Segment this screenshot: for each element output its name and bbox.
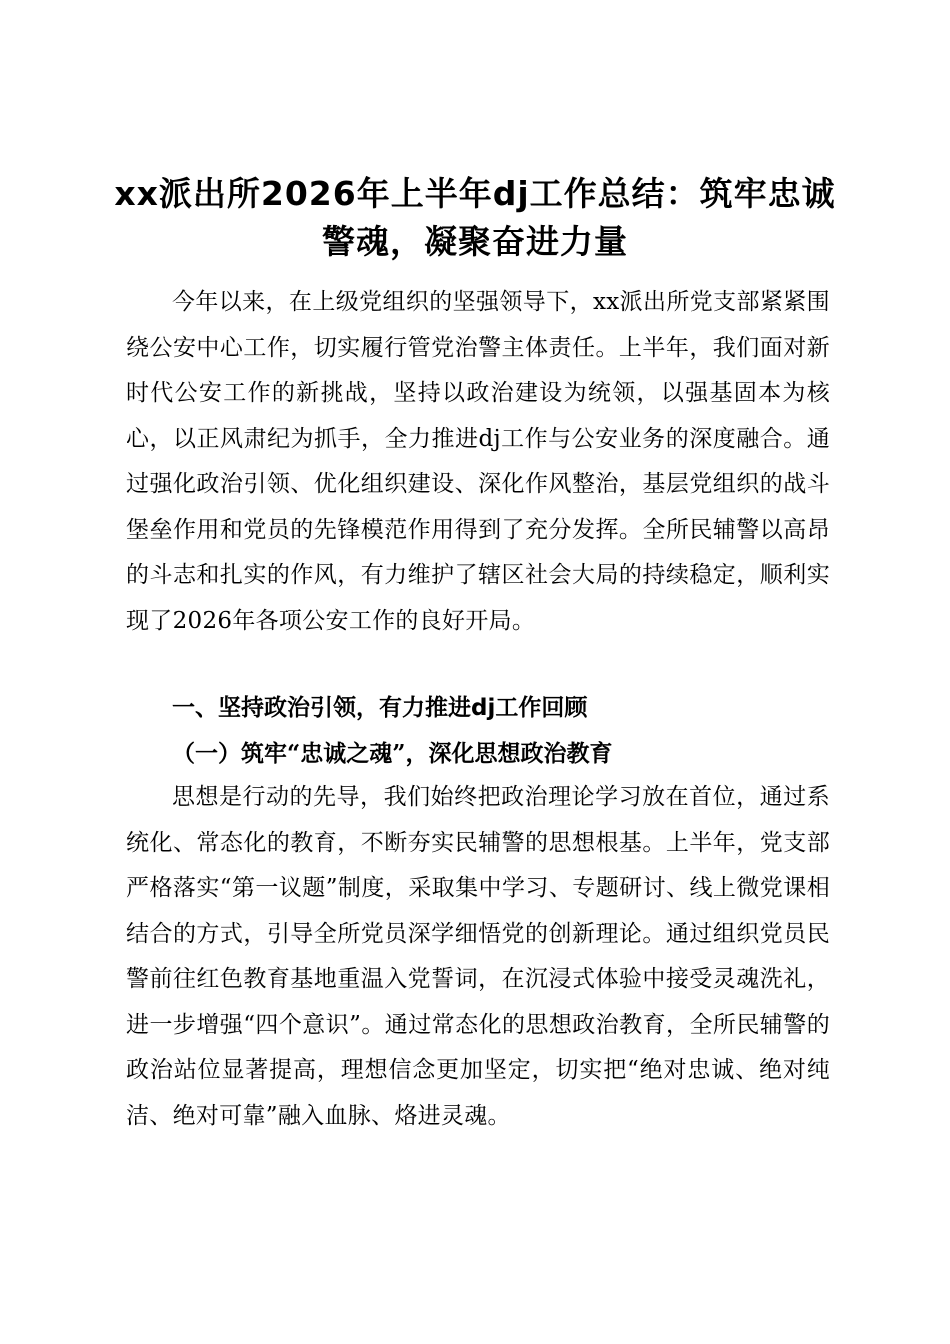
subsection-heading-1: （一）筑牢“忠诚之魂”，深化思想政治教育 <box>172 740 613 767</box>
section-heading-1: 一、坚持政治引领，有力推进dj工作回顾 <box>172 695 588 721</box>
subsection-paragraph-1: 思想是行动的先导，我们始终把政治理论学习放在首位，通过系统化、常态化的教育，不断夯实民辅警的思想根基。上半年，党支部严格落实“第一议题”制度，采取集中学习、专题研讨、线上微党课相结合的方式，引导全所党员深学细悟党的创新理论。通过组织党员民警前往红色教育基地重温入党誓词，在沉浸式体验中接受灵魂洗礼，进一步增强“四个意识”。通过常态化的思想政治教育，全所民辅警的政治站位显著提高，理想信念更加坚定，切实把“绝对忠诚、绝对纯洁、绝对可靠”融入血脉、烙进灵魂。 <box>126 784 830 1129</box>
intro-paragraph: 今年以来，在上级党组织的坚强领导下，xx派出所党支部紧紧围绕公安中心工作，切实履行管党治警主体责任。上半年，我们面对新时代公安工作的新挑战，坚持以政治建设为统领，以强基固本为核心，以正风肃纪为抓手，全力推进dj工作与公安业务的深度融合。通过强化政治引领、优化组织建设、深化作风整治，基层党组织的战斗堡垒作用和党员的先锋模范作用得到了充分发挥。全所民辅警以高昂的斗志和扎实的作风，有力维护了辖区社会大局的持续稳定，顺利实现了2026年各项公安工作的良好开局。 <box>126 289 830 634</box>
document-title: xx派出所2026年上半年dj工作总结：筑牢忠诚警魂，凝聚奋进力量 <box>114 174 836 261</box>
